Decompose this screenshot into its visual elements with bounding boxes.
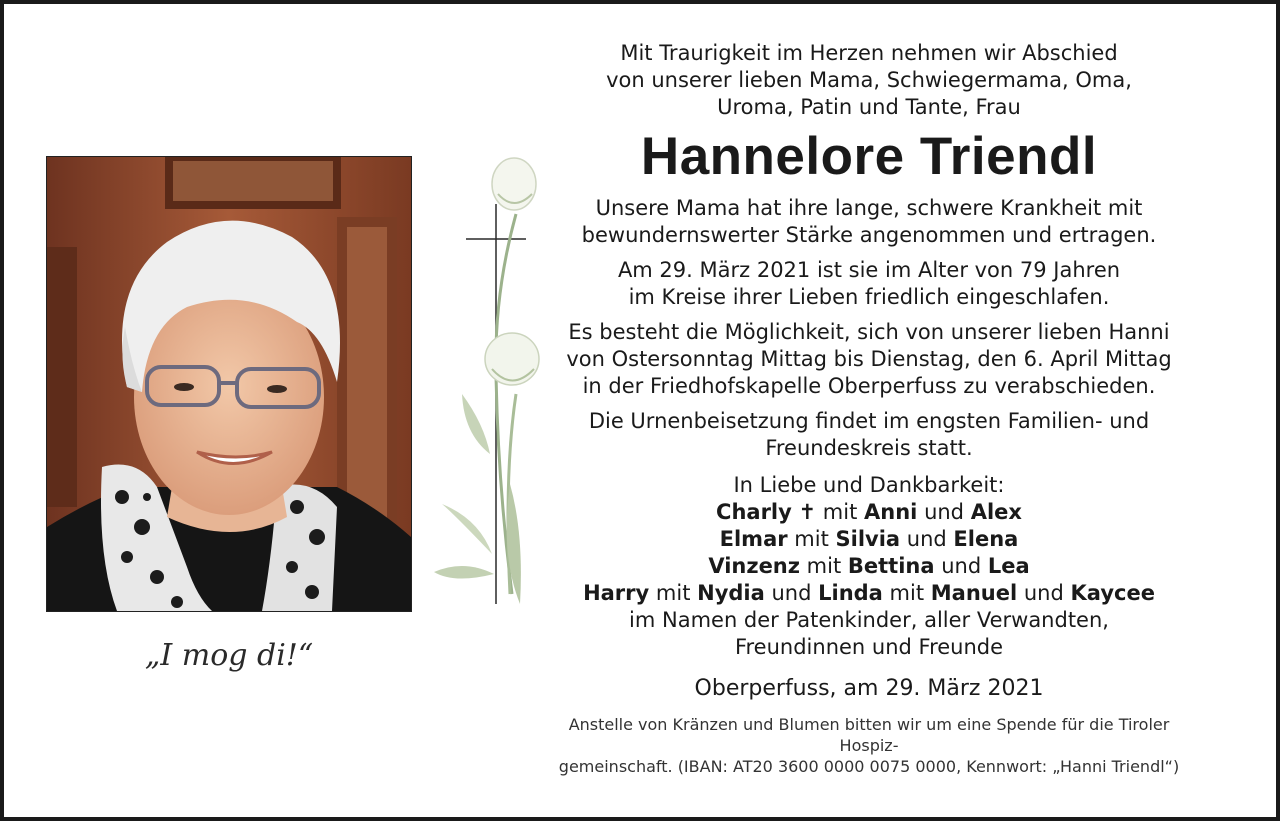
connector-word: mit (806, 554, 842, 578)
family-name: Nydia (697, 581, 765, 605)
family-name: Manuel (930, 581, 1018, 605)
connector-word: mit (794, 527, 829, 551)
family-name: Vinzenz (708, 554, 800, 578)
connector-word: und (906, 527, 947, 551)
connector-word: und (1023, 581, 1064, 605)
note-line: Anstelle von Kränzen und Blumen bitten wir um eine Spende für die Tiroler Hospiz- (568, 715, 1170, 755)
paragraph-line: Es besteht die Möglichkeit, sich von unserer lieben Hanni (568, 320, 1170, 344)
rose-icon (434, 158, 539, 604)
family-name: Silvia (835, 527, 901, 551)
family-name: Elmar (719, 527, 788, 551)
paragraph-line: Die Urnenbeisetzung findet im engsten Familien- und (588, 409, 1150, 433)
paragraph-line: bewundernswerter Stärke angenommen und ertragen. (581, 223, 1157, 247)
family-name: Anni (864, 500, 918, 524)
family-name: Alex (970, 500, 1022, 524)
paragraph-farewell (544, 319, 1194, 400)
paragraph-line: Am 29. März 2021 ist sie im Alter von 79 Jahren (617, 258, 1121, 282)
intro-line: von unserer lieben Mama, Schwiegermama, Oma, (606, 68, 1132, 92)
connector-word: und (941, 554, 982, 578)
signature-row (544, 580, 1194, 607)
connector-word: mit (822, 500, 858, 524)
paragraph-line: im Kreise ihrer Lieben friedlich eingeschlafen. (628, 285, 1110, 309)
intro-line: Mit Traurigkeit im Herzen nehmen wir Abschied (620, 41, 1118, 65)
paragraph-line: Freundeskreis statt. (765, 436, 973, 460)
cross-icon: ✝ (798, 500, 817, 524)
portrait-photo (46, 156, 412, 612)
paragraph-burial (544, 408, 1194, 462)
family-name: Elena (953, 527, 1019, 551)
paragraph-line: in der Friedhofskapelle Oberperfuss zu verabschieden. (582, 374, 1156, 398)
deceased-name: Hannelore Triendl (640, 127, 1098, 186)
family-name: Charly (716, 500, 792, 524)
connector-word: mit (655, 581, 691, 605)
paragraph-death (544, 257, 1194, 311)
signature-tail: Freundinnen und Freunde (734, 635, 1004, 659)
paragraph-illness (544, 195, 1194, 249)
obituary-text (544, 40, 1194, 777)
signature-row (544, 499, 1194, 526)
connector-word: mit (889, 581, 925, 605)
place-date: Oberperfuss, am 29. März 2021 (694, 676, 1044, 701)
note-line: gemeinschaft. (IBAN: AT20 3600 0000 0075 0000, Kennwort: „Hanni Triendl“) (558, 757, 1180, 776)
connector-word: und (924, 500, 965, 524)
cross-rose-decoration (424, 154, 564, 614)
signature-heading: In Liebe und Dankbarkeit: (733, 473, 1005, 497)
connector-word: und (771, 581, 812, 605)
signature-row (544, 526, 1194, 553)
family-name: Lea (987, 554, 1030, 578)
paragraph-line: von Ostersonntag Mittag bis Dienstag, den 6. April Mittag (566, 347, 1172, 371)
signature-tail: im Namen der Patenkinder, aller Verwandten, (629, 608, 1109, 632)
family-name: Linda (818, 581, 883, 605)
family-name: Bettina (847, 554, 935, 578)
family-name: Kaycee (1070, 581, 1155, 605)
intro-line: Uroma, Patin und Tante, Frau (717, 95, 1021, 119)
portrait-illustration (47, 157, 411, 611)
paragraph-line: Unsere Mama hat ihre lange, schwere Krankheit mit (595, 196, 1143, 220)
quote-text: „I mog di!“ (144, 638, 314, 673)
donation-note (544, 714, 1194, 777)
family-name: Harry (583, 581, 650, 605)
intro (544, 40, 1194, 121)
signature-row (544, 553, 1194, 580)
signature-block (544, 472, 1194, 661)
